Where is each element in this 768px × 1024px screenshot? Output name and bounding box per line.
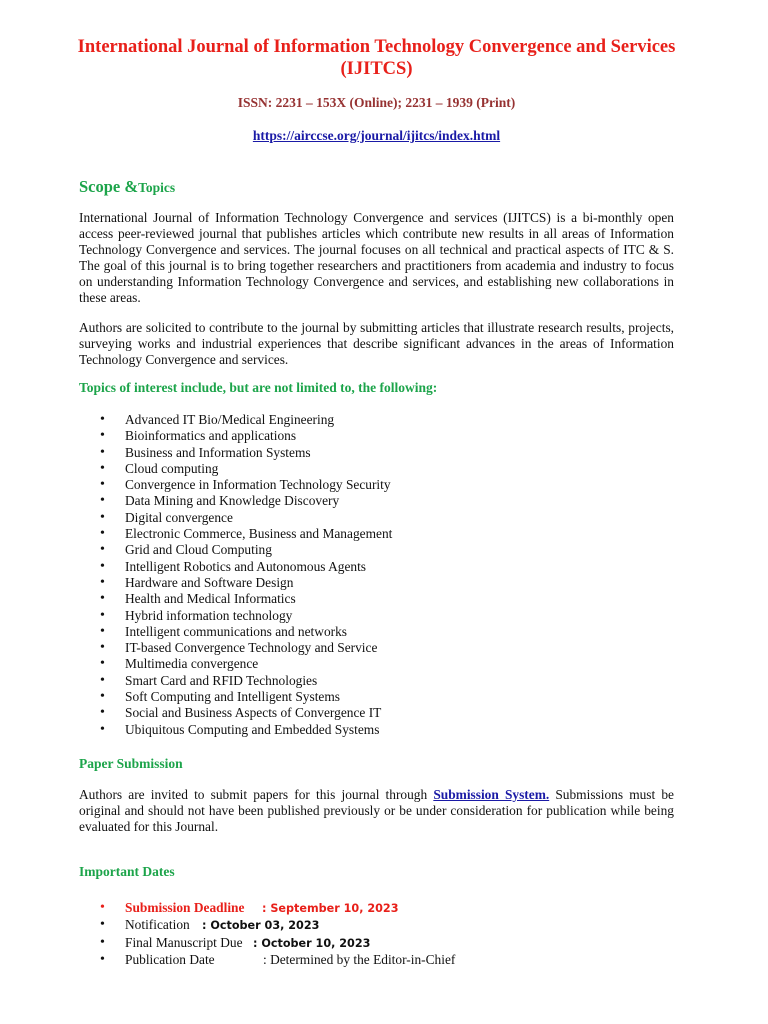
topic-item: • Soft Computing and Intelligent Systems (79, 689, 392, 705)
scope-heading-main: Scope & (79, 177, 139, 196)
scope-paragraph-2: Authors are solicited to contribute to the journal by submitting articles that illustrate research results, projects, surveying works and industrial experiences that describe significant advances in the areas of Information Technology Convergence and services. (79, 320, 674, 368)
journal-url-link[interactable]: https://airccse.org/journal/ijitcs/index.html (252, 128, 501, 143)
topics-list (79, 412, 392, 738)
date-value: : Determined by the Editor-in-Chief (263, 951, 456, 967)
important-dates-heading: Important Dates (79, 864, 175, 879)
topic-item: • Business and Information Systems (79, 445, 392, 461)
date-item-publication (79, 952, 455, 968)
dates-list (79, 900, 455, 968)
submission-paragraph (79, 787, 674, 835)
scope-paragraph-1: International Journal of Information Technology Convergence and services (IJITCS) is a bi-monthly open access peer-reviewed journal that publishes articles which contribute new results in all areas of Information Technology Convergence and services. The journal focuses on all technical and practical aspects of ITC & S. The goal of this journal is to bring together researchers and practitioners from academia and industry to focus on understanding Information Technology Convergence and services, and establishing new collaborations in these areas. (79, 210, 674, 306)
date-value: : October 03, 2023 (202, 919, 320, 933)
topic-item: • Intelligent communications and networks (79, 624, 392, 640)
journal-title: International Journal of Information Technology Convergence and Services (IJITCS) (77, 37, 676, 79)
submission-system-link[interactable]: Submission System. (433, 787, 550, 802)
topic-item: • Hybrid information technology (79, 608, 392, 624)
topic-item: • Grid and Cloud Computing (79, 542, 392, 558)
topic-item: • Intelligent Robotics and Autonomous Agents (79, 559, 392, 575)
scope-heading (79, 177, 175, 197)
date-label: Submission Deadline (125, 900, 245, 915)
submission-text-before: Authors are invited to submit papers for this journal through (79, 787, 434, 802)
topic-item: • Social and Business Aspects of Convergence IT (79, 705, 392, 721)
topic-item: • Advanced IT Bio/Medical Engineering (79, 412, 392, 428)
topic-item: • Bioinformatics and applications (79, 428, 392, 444)
date-item-submission (79, 900, 455, 917)
topic-item: • IT-based Convergence Technology and Service (79, 640, 392, 656)
topic-item: • Data Mining and Knowledge Discovery (79, 493, 392, 509)
date-value: : October 10, 2023 (253, 936, 371, 950)
topic-item: • Convergence in Information Technology Security (79, 477, 392, 493)
topics-heading: Topics of interest include, but are not limited to, the following: (79, 380, 438, 395)
date-label: Final Manuscript Due (125, 934, 243, 950)
date-label: Publication Date (125, 951, 215, 967)
topic-item: • Multimedia convergence (79, 656, 392, 672)
paper-submission-heading: Paper Submission (79, 756, 183, 771)
journal-url (79, 128, 674, 144)
date-value: : September 10, 2023 (262, 902, 399, 915)
date-item-notification (79, 917, 455, 934)
topic-item: • Cloud computing (79, 461, 392, 477)
topic-item: • Health and Medical Informatics (79, 591, 392, 607)
scope-heading-sub: Topics (138, 180, 176, 195)
topic-item: • Hardware and Software Design (79, 575, 392, 591)
issn-line: ISSN: 2231 – 153X (Online); 2231 – 1939 (Print) (237, 95, 516, 110)
topic-item: • Digital convergence (79, 510, 392, 526)
topic-item: • Ubiquitous Computing and Embedded Systems (79, 722, 392, 738)
topic-item: • Smart Card and RFID Technologies (79, 673, 392, 689)
topic-item: • Electronic Commerce, Business and Management (79, 526, 392, 542)
date-item-final-manuscript (79, 935, 455, 952)
submission-text-after: Submissions must be original and should not have been published previously or be under consideration for publication while being evaluated for this Journal. (79, 787, 674, 835)
date-label: Notification (125, 917, 190, 933)
